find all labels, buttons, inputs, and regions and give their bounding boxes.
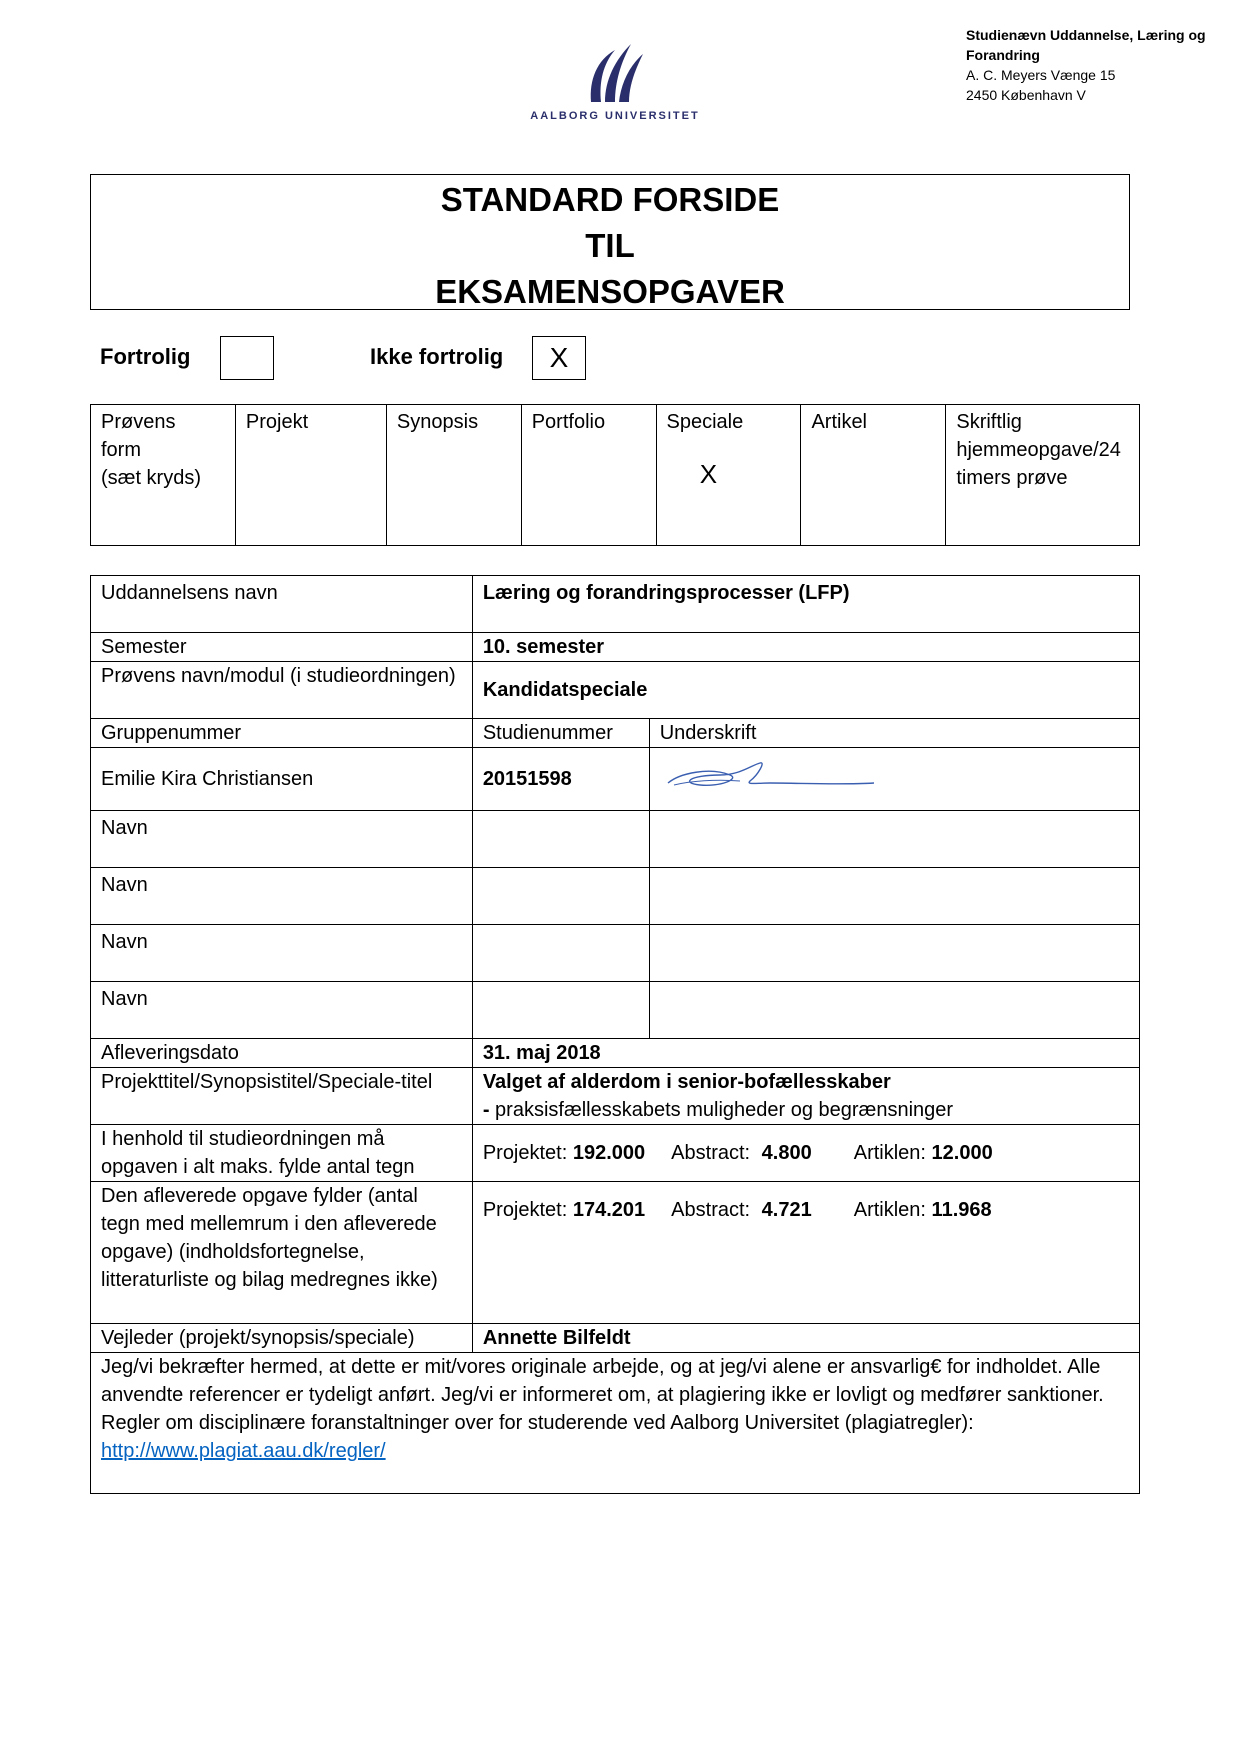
project-title-cell	[472, 1068, 1139, 1125]
fortrolig-checkbox[interactable]	[220, 336, 274, 380]
supervisor-label: Vejleder (projekt/synopsis/speciale)	[91, 1324, 473, 1353]
ikke-fortrolig-checkbox[interactable]: X	[532, 336, 586, 380]
max-chars-cell	[472, 1125, 1139, 1182]
student-number-empty[interactable]	[472, 925, 649, 982]
education-value: Læring og forandringsprocesser (LFP)	[472, 576, 1139, 633]
signature-empty[interactable]	[649, 811, 1139, 868]
project-subtitle-text: praksisfællesskabets muligheder og begrænsninger	[489, 1099, 954, 1121]
semester-label: Semester	[91, 633, 473, 662]
handwritten-signature	[660, 753, 890, 797]
actual-abstract-value: 4.721	[761, 1199, 812, 1221]
name-label: Navn	[91, 982, 473, 1039]
actual-abstract-label: Abstract:	[671, 1199, 751, 1221]
university-name: AALBORG UNIVERSITET	[530, 110, 700, 122]
max-chars-label: I henhold til studieordningen må opgaven i alt maks. fylde antal tegn	[91, 1125, 473, 1182]
signature-empty[interactable]	[649, 982, 1139, 1039]
project-subtitle-dash: -	[482, 1099, 490, 1121]
name-label: Navn	[91, 811, 473, 868]
declaration-text: Jeg/vi bekræfter hermed, at dette er mit/vores originale arbejde, og at jeg/vi alene er ansvarlig€ for indholdet. Alle anvendte referencer er tydeligt anført. Jeg/vi er informeret om, at plagiering ikke er lovligt og medfører sanktioner. Regler om disciplinære foranstaltninger over for studerende ved Aalborg Universitet (plagiatregler):	[101, 1356, 1104, 1434]
project-title-main: Valget af alderdom i senior-bofællesskaber	[482, 1071, 891, 1093]
title-line: TIL	[585, 227, 635, 264]
address-line: A. C. Meyers Vænge 15	[966, 67, 1116, 83]
address-line: Forandring	[966, 47, 1040, 63]
exam-form-option[interactable]	[801, 405, 946, 546]
max-abstract-value: 4.800	[761, 1142, 812, 1164]
name-label: Navn	[91, 868, 473, 925]
signature-empty[interactable]	[649, 925, 1139, 982]
option-mark: X	[699, 459, 718, 489]
signature-label: Underskrift	[649, 719, 1139, 748]
option-label: Portfolio	[531, 411, 606, 433]
university-logo	[520, 40, 710, 130]
student-number-label: Studienummer	[472, 719, 649, 748]
actual-chars-label: Den afleverede opgave fylder (antal tegn med mellemrum i den afleverede opgave) (indholdsfortegnelse, litteraturliste og bilag medregnes ikke)	[91, 1182, 473, 1324]
actual-projekt-value: 174.201	[572, 1199, 646, 1221]
option-label: Projekt	[245, 411, 309, 433]
title-box	[90, 174, 1130, 310]
signature-empty[interactable]	[649, 868, 1139, 925]
exam-form-option[interactable]	[386, 405, 521, 546]
student-number-empty[interactable]	[472, 811, 649, 868]
actual-projekt-label: Projektet:	[482, 1199, 568, 1221]
fortrolig-label: Fortrolig	[100, 344, 191, 369]
address-line: Studienævn Uddannelse, Læring og	[966, 27, 1206, 43]
project-title-label: Projekttitel/Synopsistitel/Speciale-titel	[91, 1068, 473, 1125]
project-subtitle	[483, 1096, 1129, 1124]
ikke-fortrolig-label: Ikke fortrolig	[370, 344, 504, 369]
student-number-empty[interactable]	[472, 982, 649, 1039]
actual-chars-cell	[472, 1182, 1139, 1324]
option-label: Artikel	[811, 411, 868, 433]
exam-form-label: Prøvens form (sæt kryds)	[91, 405, 236, 546]
aau-logo-icon	[585, 40, 645, 104]
group-label: Gruppenummer	[91, 719, 473, 748]
exam-form-table	[90, 404, 1140, 546]
exam-form-option[interactable]	[235, 405, 386, 546]
semester-value: 10. semester	[472, 633, 1139, 662]
delivery-label: Afleveringsdato	[91, 1039, 473, 1068]
info-table	[90, 575, 1140, 1494]
module-value: Kandidatspeciale	[472, 662, 1139, 719]
max-projekt-label: Projektet:	[482, 1142, 568, 1164]
signature-cell[interactable]	[649, 748, 1139, 811]
student-name: Emilie Kira Christiansen	[91, 748, 473, 811]
plagiarism-rules-link[interactable]: http://www.plagiat.aau.dk/regler/	[101, 1440, 386, 1462]
title-line: STANDARD FORSIDE	[440, 181, 780, 218]
declaration	[91, 1353, 1140, 1494]
max-abstract-label: Abstract:	[671, 1142, 751, 1164]
max-projekt-value: 192.000	[572, 1142, 646, 1164]
actual-artikel-value: 11.968	[931, 1199, 992, 1221]
supervisor-value: Annette Bilfeldt	[472, 1324, 1139, 1353]
education-label: Uddannelsens navn	[91, 576, 473, 633]
exam-form-option[interactable]	[946, 405, 1140, 546]
option-label: Skriftlig hjemmeopgave/24 timers prøve	[956, 411, 1121, 489]
actual-artikel-label: Artiklen:	[853, 1199, 926, 1221]
option-label: Synopsis	[396, 411, 479, 433]
address-block	[966, 25, 1226, 105]
max-artikel-value: 12.000	[931, 1142, 993, 1164]
student-number-empty[interactable]	[472, 868, 649, 925]
delivery-value: 31. maj 2018	[472, 1039, 1139, 1068]
exam-form-option[interactable]	[656, 405, 801, 546]
student-number: 20151598	[472, 748, 649, 811]
title-line: EKSAMENSOPGAVER	[435, 273, 785, 310]
option-label: Speciale	[666, 411, 744, 433]
address-line: 2450 København V	[966, 87, 1086, 103]
exam-form-option[interactable]	[521, 405, 656, 546]
name-label: Navn	[91, 925, 473, 982]
module-label: Prøvens navn/modul (i studieordningen)	[91, 662, 473, 719]
max-artikel-label: Artiklen:	[853, 1142, 926, 1164]
